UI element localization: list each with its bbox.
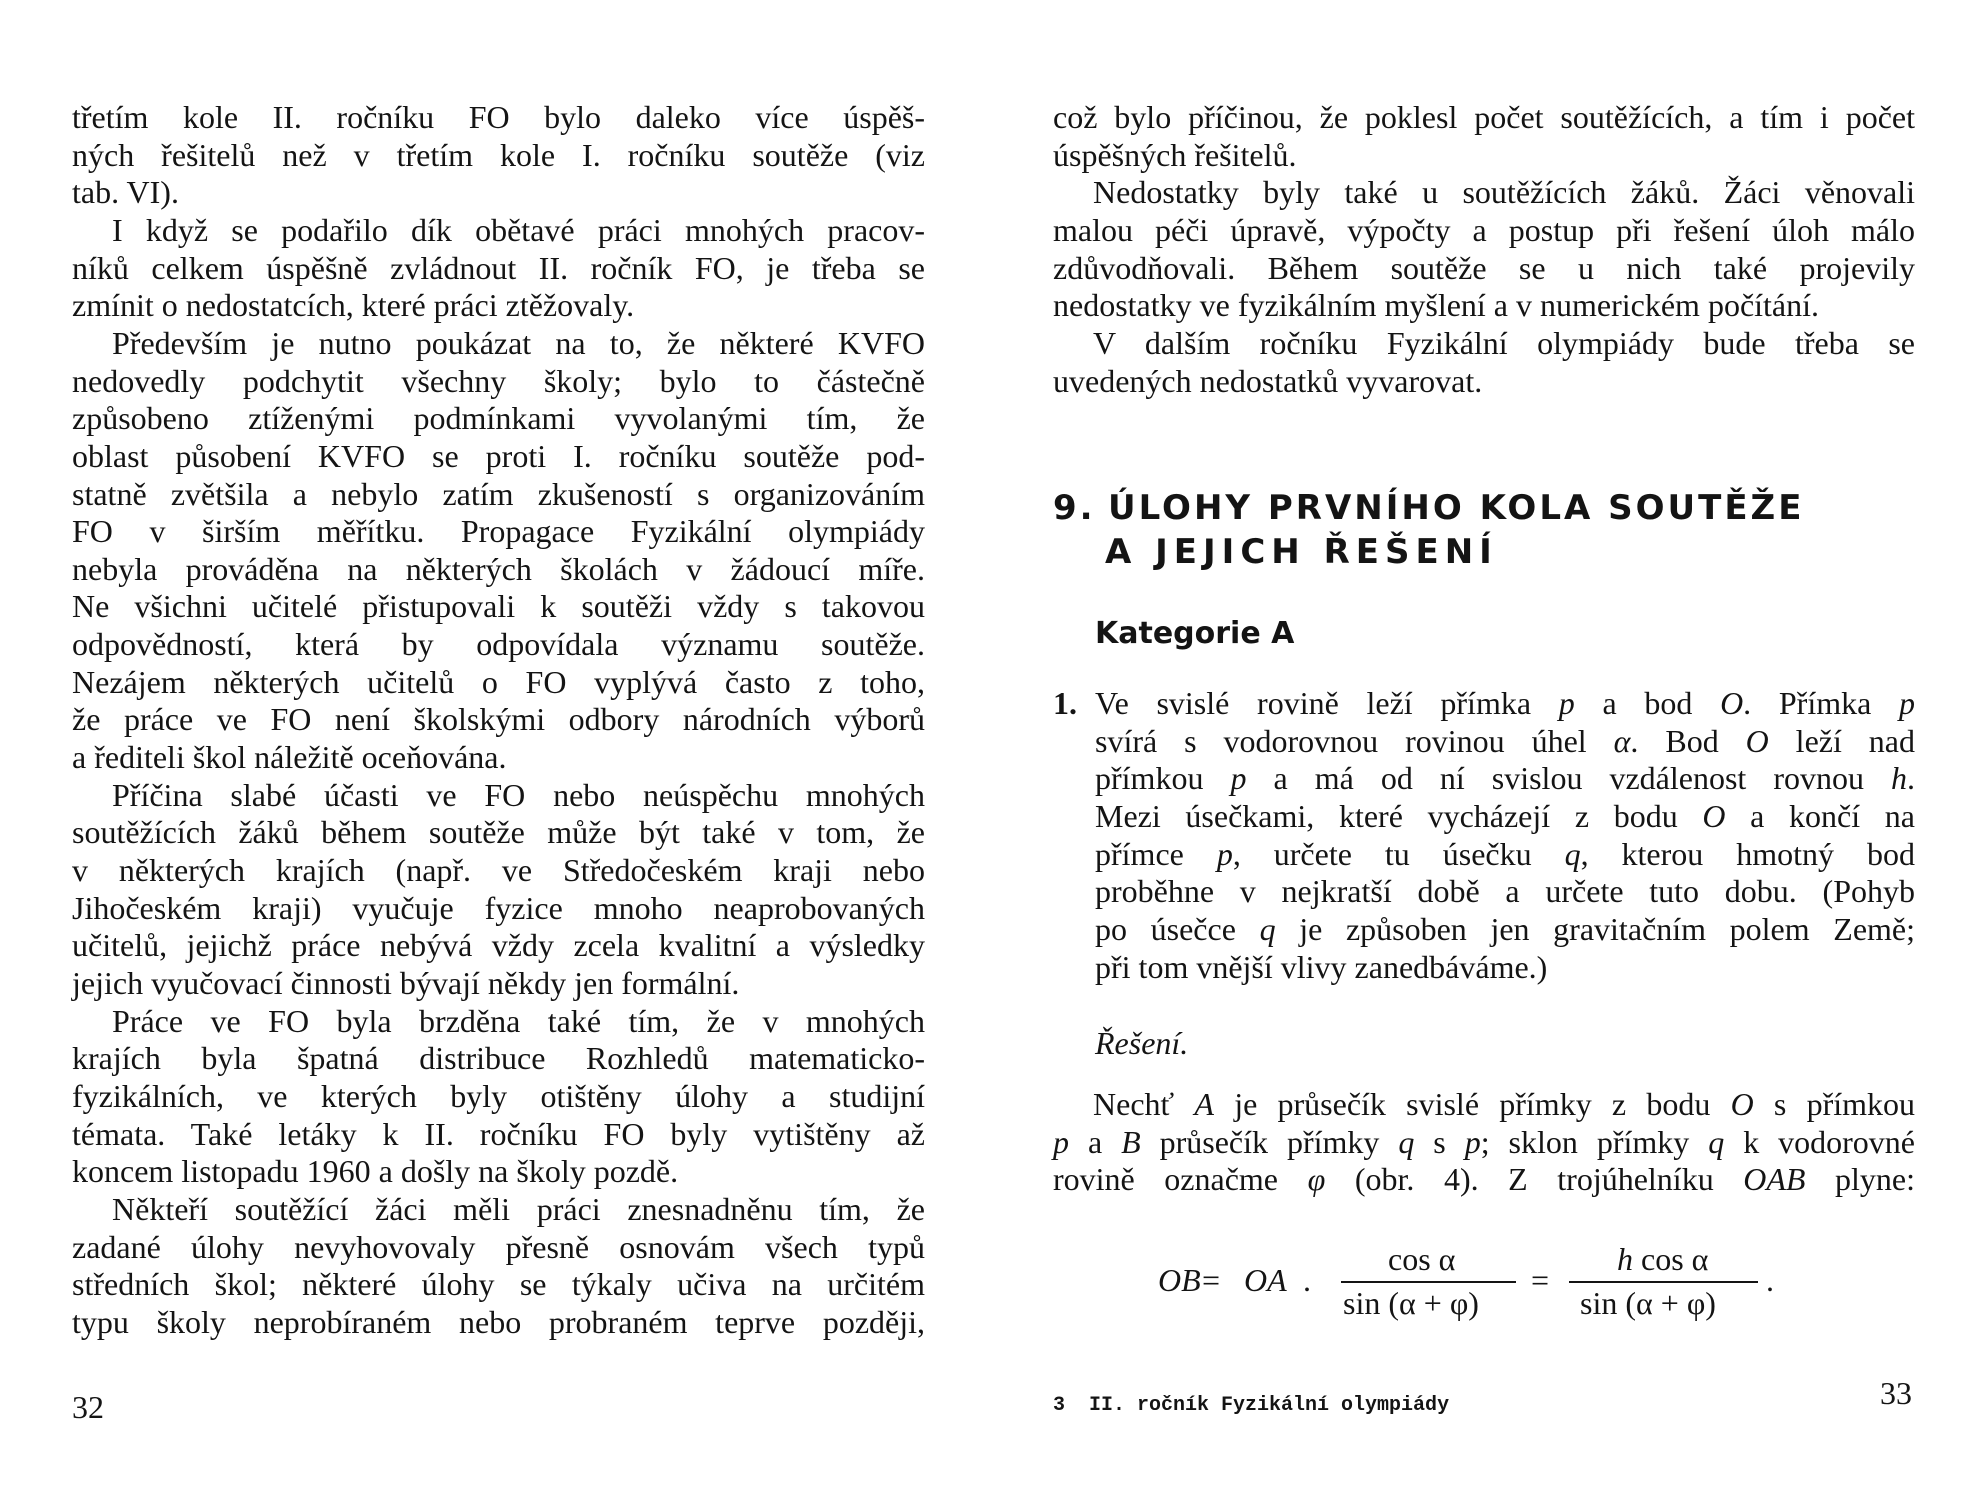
text-segment: rovině označme: [1053, 1161, 1308, 1198]
text-line: FO v širším měřítku. Propagace Fyzikální olympiády: [72, 513, 925, 550]
math-variable: A: [1194, 1086, 1214, 1122]
text-segment: přímkou: [1095, 760, 1231, 797]
text-segment: , určete tu úsečku: [1232, 835, 1565, 872]
text-segment: Ve svislé rovině leží přímka: [1095, 685, 1559, 721]
text-line: Práce ve FO byla brzděna také tím, že v mnohých: [112, 1002, 925, 1039]
formula-oa: OA: [1244, 1262, 1287, 1298]
formula-equals-1: =: [1202, 1262, 1221, 1298]
text-line: zadané úlohy nevyhovovaly přesně osnovám všech typů: [72, 1228, 925, 1265]
text-line: úspěšných řešitelů.: [1053, 136, 1297, 173]
text-line: koncem listopadu 1960 a došly na školy pozdě.: [72, 1153, 679, 1190]
text-line: uvedených nedostatků vyvarovat.: [1053, 362, 1483, 399]
text-line: [1053, 1123, 1915, 1161]
math-variable: p: [1899, 685, 1916, 721]
text-segment: Nechť: [1093, 1086, 1195, 1122]
text-segment: (obr. 4). Z trojúhelníku: [1325, 1161, 1744, 1198]
text-line: I když se podařilo dík obětavé práci mnohých pracov-: [112, 211, 925, 248]
text-line: oblast působení KVFO se proti I. ročníku soutěže pod-: [72, 437, 925, 474]
text-line: Příčina slabé účasti ve FO nebo neúspěchu mnohých: [112, 776, 925, 813]
text-line: statně zvětšila a nebylo zatím zkušeností s organizováním: [72, 475, 925, 512]
fraction1-bar: [1341, 1281, 1516, 1283]
text-segment: průsečík přímky: [1140, 1123, 1399, 1160]
text-segment: Mezi úsečkami, které vycházejí z bodu: [1095, 797, 1703, 834]
text-line: fyzikálních, ve kterých byly otištěny úlohy a studijní: [72, 1077, 925, 1114]
math-variable: q: [1564, 835, 1581, 872]
section-heading-line2: A JEJICH ŘEŠENÍ: [1105, 532, 1498, 572]
fraction2-denominator: sin (α + φ): [1580, 1285, 1716, 1321]
text-line: nedovedly podchytit všechny školy; bylo to částečně: [72, 362, 925, 399]
text-segment: s: [1414, 1123, 1465, 1160]
math-variable: O: [1730, 1086, 1754, 1122]
text-line: malou péči úpravě, výpočty a postup při řešení úloh málo: [1053, 211, 1915, 248]
text-line: [1053, 1160, 1915, 1198]
text-segment: přímce: [1095, 835, 1217, 872]
math-variable: q: [1708, 1123, 1725, 1160]
text-line: středních škol; některé úlohy se týkaly učiva na určitém: [72, 1266, 925, 1303]
text-segment: a: [1069, 1123, 1122, 1160]
text-line: třetím kole II. ročníku FO bylo daleko více úspěš-: [72, 99, 925, 135]
text-line: [1095, 759, 1915, 797]
text-line: Nezájem některých učitelů o FO vyplývá často z toho,: [72, 663, 925, 700]
text-segment: proběhne v nejkratší době a určete tuto dobu. (Pohyb: [1095, 873, 1915, 910]
text-segment: a bod: [1574, 685, 1721, 721]
text-line: Jihočeském kraji) vyučuje fyzice mnoho neaprobovaných: [72, 889, 925, 926]
math-variable: p: [1216, 835, 1233, 872]
text-line: soutěžících žáků během soutěže může být také v tom, že: [72, 814, 925, 851]
text-segment: , kterou hmotný bod: [1580, 835, 1916, 872]
math-variable: p: [1053, 1123, 1069, 1160]
text-line: tab. VI).: [72, 174, 179, 211]
left-page-number: 32: [72, 1389, 104, 1425]
solution-label: Řešení.: [1095, 1025, 1189, 1061]
formula-end-dot: .: [1766, 1262, 1774, 1298]
text-line: zdůvodňovali. Během soutěže se u nich také projevily: [1053, 249, 1915, 286]
section-heading-number: 9.: [1053, 488, 1096, 528]
text-line: [1093, 1085, 1915, 1123]
math-variable: O: [1745, 722, 1769, 759]
text-line: témata. Také letáky k II. ročníku FO byly vytištěny až: [72, 1115, 925, 1152]
math-variable: h: [1891, 760, 1908, 797]
text-line: Někteří soutěžící žáci měli práci znesnadněnu tím, že: [112, 1190, 925, 1227]
fraction2-numerator-text: cos α: [1633, 1241, 1709, 1277]
text-line: a řediteli škol náležitě oceňována.: [72, 739, 507, 776]
math-variable: O: [1702, 797, 1726, 834]
text-line: nedostatky ve fyzikálním myšlení a v numerickém počítání.: [1053, 287, 1820, 324]
text-line: učitelů, jejichž práce nebývá vždy zcela kvalitní a výsledky: [72, 927, 925, 964]
fraction1-denominator: sin (α + φ): [1343, 1285, 1479, 1321]
text-line: že práce ve FO není školskými odbory národních výborů: [72, 701, 925, 738]
math-variable: p: [1464, 1123, 1481, 1160]
text-line: níků celkem úspěšně zvládnout II. ročník FO, je třeba se: [72, 249, 925, 286]
text-segment: plyne:: [1805, 1161, 1916, 1198]
text-segment: a má od ní svislou vzdálenost rovnou: [1246, 760, 1892, 797]
text-line: V dalším ročníku Fyzikální olympiády bude třeba se: [1093, 324, 1915, 361]
math-variable: φ: [1307, 1161, 1326, 1198]
text-segment: .: [1907, 760, 1916, 797]
text-line: [1095, 910, 1915, 948]
page-footer-signature: 3 II. ročník Fyzikální olympiády: [1053, 1394, 1450, 1417]
text-segment: svírá s vodorovnou rovinou úhel: [1095, 722, 1614, 759]
fraction2-bar: [1569, 1281, 1758, 1283]
text-line: zmínit o nedostatcích, které práci ztěžovaly.: [72, 287, 635, 324]
text-segment: je způsoben jen gravitačním polem Země;: [1275, 910, 1916, 947]
math-variable: O: [1720, 685, 1744, 721]
text-line: [1095, 797, 1915, 835]
text-line: [1095, 948, 1915, 986]
fraction1-numerator: cos α: [1388, 1241, 1456, 1277]
text-segment: leží nad: [1768, 722, 1916, 759]
text-line: což bylo příčinou, že poklesl počet soutěžících, a tím i počet: [1053, 99, 1915, 135]
formula-dot: .: [1303, 1262, 1311, 1298]
math-variable: OAB: [1743, 1161, 1806, 1198]
text-line: jejich vyučovací činnosti bývají někdy jen formální.: [72, 964, 740, 1001]
text-line: nebyla prováděna na některých školách v žádoucí míře.: [72, 550, 925, 587]
text-line: odpovědností, která by odpovídala významu soutěže.: [72, 626, 925, 663]
text-line: typu školy neprobíraném nebo probraném teprve později,: [72, 1303, 925, 1340]
math-variable: q: [1259, 910, 1276, 947]
text-segment: je průsečík svislé přímky z bodu: [1213, 1086, 1731, 1122]
text-line: ných řešitelů než v třetím kole I. ročníku soutěže (viz: [72, 136, 925, 173]
text-line: v některých krajích (např. ve Středočeském kraji nebo: [72, 852, 925, 888]
text-line: [1095, 835, 1915, 873]
text-line: Především je nutno poukázat na to, že některé KVFO: [112, 324, 925, 361]
text-line: Nedostatky byly také u soutěžících žáků. Žáci věnovali: [1093, 174, 1915, 211]
fraction2-numerator: [1617, 1240, 1708, 1278]
text-line: způsobeno ztíženými podmínkami vyvolanými tím, že: [72, 400, 925, 437]
category-subheading: Kategorie A: [1095, 616, 1295, 651]
text-line: [1095, 684, 1915, 722]
text-line: [1095, 872, 1915, 910]
text-segment: . Bod: [1630, 722, 1746, 759]
problem-number: 1.: [1053, 685, 1077, 721]
math-variable: p: [1230, 760, 1247, 797]
fraction2-numerator-variable: h: [1617, 1241, 1633, 1277]
math-variable: q: [1398, 1123, 1415, 1160]
math-variable: α: [1613, 722, 1631, 759]
text-segment: ; sklon přímky: [1480, 1123, 1709, 1160]
text-segment: a končí na: [1725, 797, 1915, 834]
text-segment: při tom vnější vlivy zanedbáváme.): [1095, 948, 1548, 985]
formula-equals-2: =: [1531, 1262, 1550, 1298]
section-heading-line1: ÚLOHY PRVNÍHO KOLA SOUTĚŽE: [1108, 488, 1805, 528]
text-segment: po úsečce: [1095, 910, 1260, 947]
text-line: [1095, 722, 1915, 760]
math-variable: B: [1121, 1123, 1141, 1160]
text-line: krajích byla špatná distribuce Rozhledů matematicko-: [72, 1040, 925, 1077]
formula-ob: OB: [1158, 1262, 1201, 1298]
text-segment: . Přímka: [1743, 685, 1900, 721]
text-line: Ne všichni učitelé přistupovali k soutěži vždy s takovou: [72, 588, 925, 625]
text-segment: s přímkou: [1753, 1086, 1916, 1122]
right-page-number: 33: [1880, 1375, 1912, 1411]
math-variable: p: [1558, 685, 1575, 721]
text-segment: k vodorovné: [1724, 1123, 1916, 1160]
